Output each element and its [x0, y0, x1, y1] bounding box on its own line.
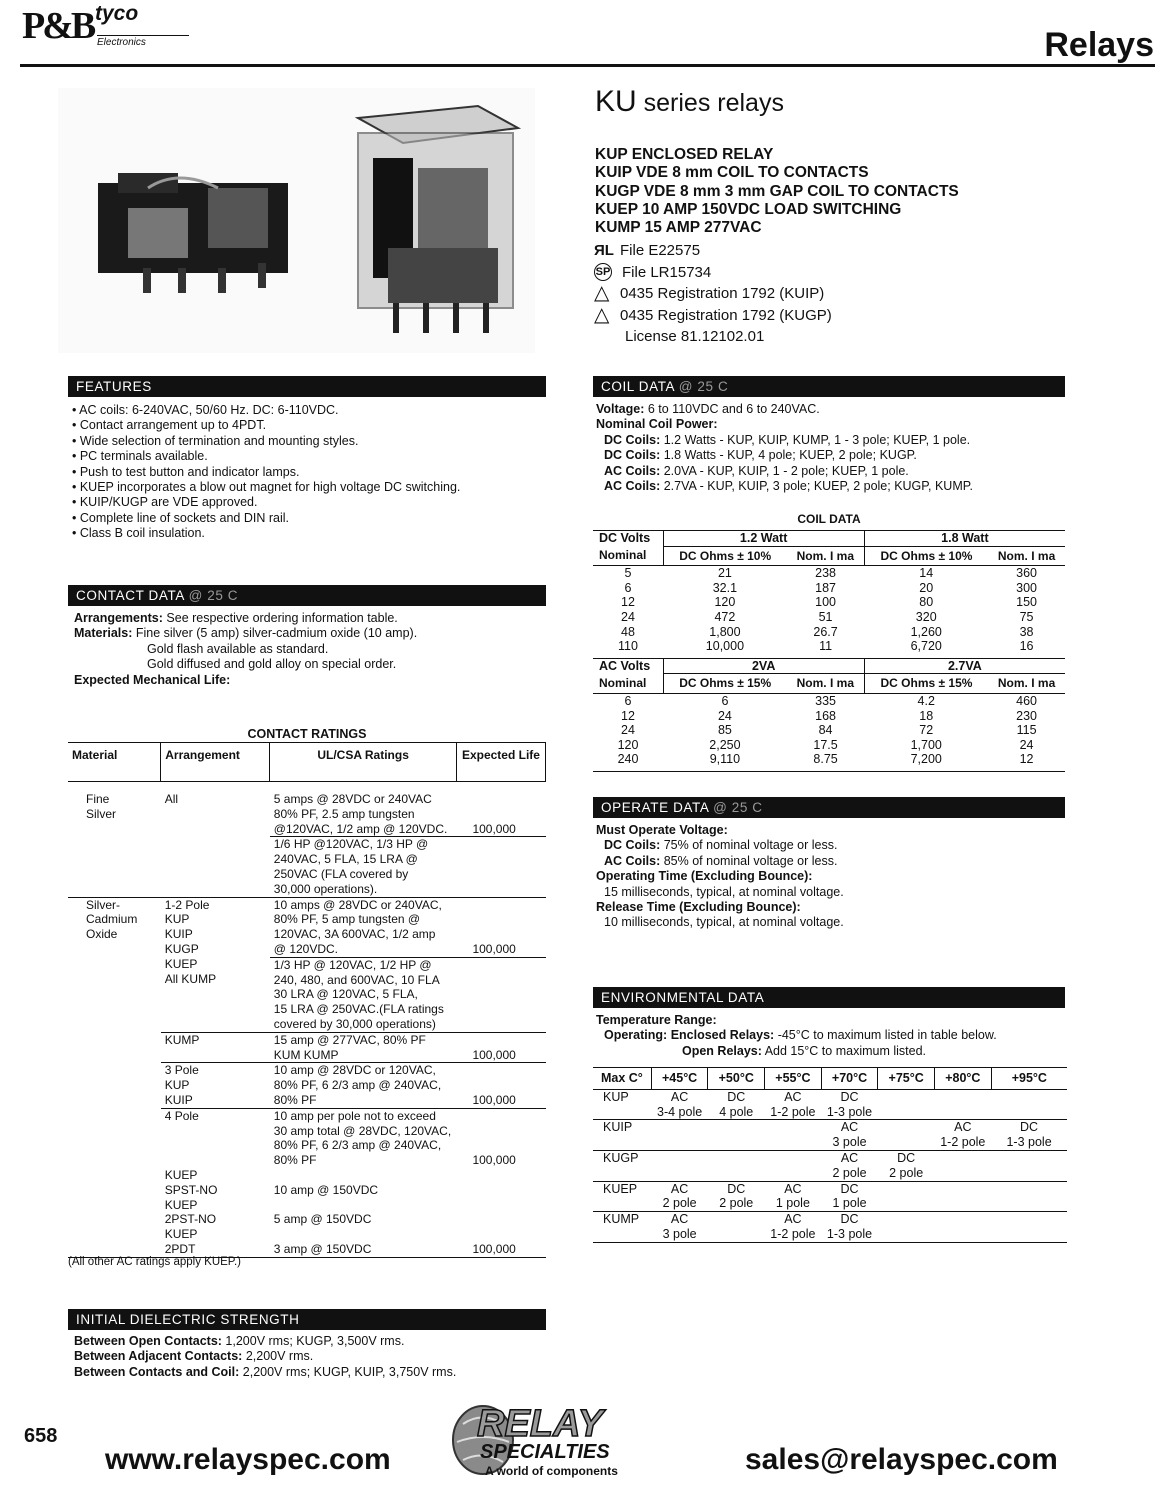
coil-cell: 11	[787, 639, 864, 658]
ct-row	[68, 1227, 546, 1257]
approval-text: 0435 Registration 1792 (KUIP)	[620, 285, 825, 302]
env-header-cell: +80°C	[934, 1068, 991, 1090]
env-cell	[878, 1212, 935, 1243]
coil-col-cell: Nom. I ma	[988, 546, 1065, 566]
coil-cell: 8.75	[787, 752, 864, 771]
coil-cell: 115	[1016, 723, 1037, 738]
coil-cell: 9,110	[663, 752, 787, 771]
operate-data-body: Must Operate Voltage: DC Coils: 75% of nominal voltage or less. AC Coils: 85% of nominal voltage or less. Operating Time (Excluding Bounce): 15 milliseconds, typical, at nominal voltage. Release Time (Excluding Bounce): 10 milliseconds, typical, at nominal voltage.	[596, 823, 844, 930]
coil-power-line: AC Coils: 2.0VA - KUP, KUIP, 1 - 2 pole; KUEP, 1 pole.	[604, 463, 909, 478]
env-model: KUP	[593, 1089, 651, 1120]
coil-cell: 100	[815, 595, 836, 610]
ct-rating: 15 amp @ 277VAC, 80% PF KUM KUMP	[270, 1032, 457, 1063]
coil-row	[593, 566, 1065, 581]
coil-cell: 21	[717, 566, 732, 581]
coil-cell: 230	[1016, 708, 1037, 723]
env-model: KUGP	[593, 1150, 651, 1181]
coil-cell: 7,200	[864, 752, 988, 771]
env-header-cell: +45°C	[651, 1068, 708, 1090]
coil-col-header	[593, 546, 1065, 566]
env-header-cell: +95°C	[991, 1068, 1067, 1090]
coil-cell: 20	[919, 580, 934, 595]
coil-group-cell: 2.7VA	[864, 658, 1065, 674]
contact-ratings-note: (All other AC ratings apply KUEP.)	[68, 1256, 242, 1268]
env-cell	[765, 1120, 822, 1151]
ct-rating: 1/3 HP @ 120VAC, 1/2 HP @ 240, 480, and 600VAC, 10 FLA 30 LRA @ 120VAC, 5 FLA, 15 LRA @ 250VAC.(FLA ratings covered by 30,000 operations)	[270, 957, 457, 1032]
env-cell	[878, 1120, 935, 1151]
env-header-row	[593, 1068, 1067, 1090]
coil-cell: 120	[714, 595, 736, 610]
coil-cell: 1,700	[910, 737, 942, 752]
env-cell: AC 3 pole	[821, 1120, 878, 1151]
coil-cell: 240	[593, 752, 663, 771]
coil-row	[593, 595, 1065, 610]
ct-life: 100,000	[456, 792, 545, 837]
ct-arrangement: All	[164, 792, 179, 806]
coil-col-cell: DC Ohms ± 10%	[864, 546, 988, 566]
coil-cell: 12	[988, 752, 1065, 771]
coil-cell: 26.7	[813, 624, 838, 639]
ct-life	[456, 1198, 545, 1228]
env-row	[593, 1181, 1067, 1212]
coil-cell: 24	[717, 708, 732, 723]
vde-triangle-icon: △	[594, 303, 610, 326]
features-list	[72, 403, 552, 542]
dielectric-line: Between Contacts and Coil: 2,200V rms; KUGP, KUIP, 3,750V rms.	[74, 1364, 457, 1379]
coil-cell: 32.1	[712, 580, 738, 595]
approval-row	[594, 326, 832, 348]
ct-header-cell: Expected Life	[456, 743, 545, 782]
ct-material	[68, 837, 161, 897]
ct-row	[68, 1063, 546, 1108]
ct-arrangement: 3 Pole KUP KUIP	[161, 1063, 270, 1108]
coil-cell: 24	[621, 723, 635, 738]
env-cell: DC 1-3 pole	[991, 1120, 1067, 1151]
ct-row	[68, 792, 546, 837]
env-cell	[878, 1089, 935, 1120]
approval-text: License 81.12102.01	[625, 328, 765, 345]
contact-data-body: Arrangements: See respective ordering information table. Materials: Fine silver (5 amp) silver-cadmium oxide (10 amp). Gold flash available as standard. Gold diffused and gold alloy on special order. Expected Mechanical Life:	[74, 611, 418, 687]
ct-life: 100,000	[472, 1153, 516, 1168]
coil-row	[593, 723, 1065, 738]
coil-cell: 14	[919, 566, 934, 581]
coil-row	[593, 581, 1065, 596]
ct-arrangement: 1-2 Pole KUP KUIP KUGP	[161, 897, 270, 957]
coil-row	[593, 752, 1065, 771]
ct-material: Silver- Cadmium Oxide	[68, 897, 161, 957]
env-cell: DC 1 pole	[821, 1181, 878, 1212]
coil-cell: 84	[818, 723, 833, 738]
env-cell: DC 4 pole	[708, 1089, 765, 1120]
feature-item: • KUIP/KUGP are VDE approved.	[72, 495, 258, 510]
environmental-heading: ENVIRONMENTAL DATA	[593, 987, 1065, 1008]
coil-cell: 1,800	[709, 624, 741, 639]
open-relay-image	[98, 173, 288, 293]
env-cell	[991, 1089, 1067, 1120]
ct-material	[68, 1063, 161, 1108]
ct-header-row	[68, 743, 546, 782]
coil-group-cell: DC Volts	[593, 531, 663, 547]
product-photo	[58, 88, 535, 353]
coil-power-line: DC Coils: 1.2 Watts - KUP, KUIP, KUMP, 1 - 3 pole; KUEP, 1 pole.	[604, 432, 971, 447]
coil-row	[593, 709, 1065, 724]
ct-arrangement: KUEP 2PST-NO	[164, 1197, 217, 1227]
env-model: KUMP	[593, 1212, 651, 1243]
model-line: KUGP VDE 8 mm 3 mm GAP COIL TO CONTACTS	[595, 182, 959, 200]
env-model: KUEP	[593, 1181, 651, 1212]
feature-item: • AC coils: 6-240VAC, 50/60 Hz. DC: 6-110VDC.	[72, 403, 339, 417]
coil-cell: 460	[1016, 693, 1037, 708]
ct-row	[68, 837, 546, 897]
ct-material: Fine Silver	[86, 792, 117, 821]
model-line: KUIP VDE 8 mm COIL TO CONTACTS	[595, 164, 869, 182]
contact-ratings-title: CONTACT RATINGS	[247, 727, 367, 741]
coil-cell: 17.5	[813, 737, 838, 752]
coil-cell: 10,000	[663, 639, 787, 658]
coil-cell: 51	[818, 609, 833, 624]
ul-icon: ЯL	[594, 242, 614, 259]
coil-cell: 6	[721, 693, 729, 708]
coil-cell: 24	[1019, 737, 1034, 752]
ct-material	[68, 1108, 161, 1168]
coil-cell: 110	[593, 639, 663, 658]
coil-cell: 335	[815, 693, 836, 708]
feature-item: • Class B coil insulation.	[72, 526, 205, 541]
electronics-label: Electronics	[97, 35, 189, 48]
ct-life: 100,000	[456, 1063, 545, 1108]
approval-row	[594, 262, 832, 284]
env-row	[593, 1089, 1067, 1120]
ct-material	[68, 1227, 161, 1257]
ct-arrangement: 4 Pole	[164, 1108, 199, 1123]
coil-cell: 472	[714, 609, 736, 624]
category-title: Relays	[1044, 26, 1154, 64]
env-cell	[765, 1150, 822, 1181]
approval-row	[594, 305, 832, 327]
env-cell: AC 3-4 pole	[651, 1089, 708, 1120]
coil-cell: 80	[919, 595, 934, 610]
env-cell	[651, 1150, 708, 1181]
env-cell	[991, 1212, 1067, 1243]
env-cell: AC 2 pole	[651, 1181, 708, 1212]
coil-row	[593, 738, 1065, 753]
enclosed-relay-image	[358, 106, 518, 333]
coil-group-header	[593, 658, 1065, 674]
coil-cell: 85	[717, 723, 732, 738]
feature-item: • Wide selection of termination and mounting styles.	[72, 433, 359, 448]
feature-item: • Complete line of sockets and DIN rail.	[72, 510, 289, 525]
env-header-cell: Max C°	[593, 1068, 651, 1090]
coil-cell: 300	[1016, 580, 1037, 595]
env-cell: DC 1-3 pole	[821, 1089, 878, 1120]
ct-rating: 3 amp @ 150VDC	[273, 1241, 372, 1256]
relay-specialties-logo	[445, 1402, 695, 1484]
logo-tagline: A world of components	[485, 1464, 618, 1478]
env-row	[593, 1120, 1067, 1151]
coil-data-heading: COIL DATA @ 25 C	[593, 376, 1065, 397]
dielectric-heading: INITIAL DIELECTRIC STRENGTH	[68, 1309, 546, 1330]
page-number: 658	[24, 1425, 58, 1447]
approvals-list	[594, 240, 832, 348]
model-line: KUP ENCLOSED RELAY	[595, 146, 774, 163]
ct-row	[68, 897, 546, 957]
dielectric-body	[74, 1334, 554, 1380]
ct-life: 100,000	[456, 1032, 545, 1063]
coil-col-cell: DC Ohms ± 15%	[663, 674, 787, 694]
coil-group-cell: AC Volts	[593, 658, 663, 674]
ct-material	[68, 957, 161, 1032]
coil-col-cell: Nom. I ma	[787, 674, 864, 694]
coil-cell: 5	[624, 566, 632, 581]
coil-cell: 16	[988, 639, 1065, 658]
env-cell	[708, 1120, 765, 1151]
coil-cell: 6	[624, 580, 632, 595]
coil-row	[593, 610, 1065, 625]
env-row	[593, 1212, 1067, 1243]
env-cell	[934, 1212, 991, 1243]
env-cell: DC 1-3 pole	[821, 1212, 878, 1243]
vde-triangle-icon: △	[594, 282, 610, 304]
pb-logo: P&B	[22, 5, 94, 47]
contact-ratings-table	[68, 742, 546, 1258]
coil-cell: 75	[1019, 609, 1034, 624]
approval-text: File LR15734	[622, 263, 712, 281]
coil-power-label: Nominal Coil Power:	[596, 417, 718, 432]
coil-cell: 6	[624, 693, 632, 708]
ct-header-cell: UL/CSA Ratings	[270, 743, 457, 782]
logo-word-specialties: SPECIALTIES	[480, 1441, 610, 1463]
approval-row	[594, 283, 832, 305]
env-cell: AC 1 pole	[765, 1181, 822, 1212]
feature-item: • Push to test button and indicator lamps.	[72, 464, 300, 479]
ct-rating: 10 amps @ 28VDC or 240VAC, 80% PF, 5 amp tungsten @ 120VAC, 3A 600VAC, 1/2 amp @ 120VDC.	[270, 897, 457, 957]
tyco-logo: tyco	[95, 2, 139, 25]
ct-row	[68, 1108, 546, 1168]
dielectric-line: Between Open Contacts: 1,200V rms; KUGP, 3,500V rms.	[74, 1334, 405, 1348]
ct-life	[456, 1168, 545, 1198]
coil-cell: 72	[919, 723, 934, 738]
coil-group-cell: 2VA	[663, 658, 864, 674]
env-header-cell: +75°C	[878, 1068, 935, 1090]
coil-cell: 38	[1019, 624, 1034, 639]
coil-data-body	[596, 402, 1066, 494]
coil-row	[593, 625, 1065, 640]
ct-life	[456, 957, 545, 1032]
ct-header-cell: Arrangement	[161, 743, 270, 782]
coil-col-cell: Nom. I ma	[787, 546, 864, 566]
env-header-cell: +55°C	[765, 1068, 822, 1090]
operate-data-heading: OPERATE DATA @ 25 C	[593, 797, 1065, 818]
coil-col-cell: Nominal	[593, 546, 663, 566]
ct-rating: 10 amp per pole not to exceed 30 amp total @ 28VDC, 120VAC, 80% PF, 6 2/3 amp @ 240VAC, 80% PF	[273, 1108, 452, 1168]
logo-word-relay: RELAY	[477, 1403, 603, 1445]
env-cell	[934, 1089, 991, 1120]
ct-material	[68, 1198, 161, 1228]
ct-row	[68, 1168, 546, 1198]
env-cell: DC 2 pole	[708, 1181, 765, 1212]
coil-cell: 168	[815, 708, 836, 723]
environmental-table	[593, 1067, 1067, 1243]
ct-arrangement: KUMP	[161, 1032, 270, 1063]
ct-material	[68, 1168, 161, 1198]
coil-cell: 12	[621, 708, 635, 723]
coil-cell: 120	[617, 737, 639, 752]
ct-arrangement	[161, 837, 270, 897]
ct-life: 100,000	[456, 897, 545, 957]
ct-rating: 10 amp @ 28VDC or 120VAC, 80% PF, 6 2/3 amp @ 240VAC, 80% PF	[270, 1063, 457, 1108]
environmental-body: Temperature Range: Operating: Enclosed Relays: -45°C to maximum listed in table below. Open Relays: Add 15°C to maximum listed.	[596, 1013, 997, 1058]
ct-material	[68, 1032, 161, 1063]
coil-cell: 187	[815, 580, 836, 595]
coil-cell: 24	[621, 609, 635, 624]
ct-arrangement: KUEP 2PDT	[164, 1227, 198, 1256]
env-cell: AC 3 pole	[651, 1212, 708, 1243]
ct-rating: 5 amps @ 28VDC or 240VAC 80% PF, 2.5 amp tungsten @120VAC, 1/2 amp @ 120VDC.	[270, 792, 457, 837]
coil-cell: 320	[915, 609, 937, 624]
env-cell	[991, 1181, 1067, 1212]
coil-col-header	[593, 674, 1065, 694]
coil-cell: 238	[815, 566, 836, 581]
env-row	[593, 1150, 1067, 1181]
model-list	[595, 146, 959, 237]
coil-cell: 18	[919, 708, 934, 723]
ct-header-cell: Material	[68, 743, 161, 782]
ct-life: 100,000	[472, 1241, 516, 1256]
coil-cell: 4.2	[917, 693, 935, 708]
coil-group-header	[593, 531, 1065, 547]
approval-text: File E22575	[620, 242, 701, 259]
coil-cell: 2,250	[709, 737, 741, 752]
coil-cell: 150	[1016, 595, 1037, 610]
env-cell	[708, 1212, 765, 1243]
approval-text: 0435 Registration 1792 (KUGP)	[620, 306, 832, 324]
feature-item: • Contact arrangement up to 4PDT.	[72, 418, 267, 433]
env-cell: DC 2 pole	[878, 1150, 935, 1181]
ct-arrangement: KUEP SPST-NO	[164, 1167, 218, 1197]
email-link[interactable]: sales@relayspec.com	[745, 1443, 1058, 1476]
env-header-cell: +50°C	[708, 1068, 765, 1090]
ct-row	[68, 1032, 546, 1063]
env-header-cell: +70°C	[821, 1068, 878, 1090]
website-link[interactable]: www.relayspec.com	[105, 1443, 391, 1476]
header-rule	[20, 64, 1155, 67]
ct-row	[68, 1198, 546, 1228]
coil-data-table	[593, 530, 1065, 772]
model-line: KUEP 10 AMP 150VDC LOAD SWITCHING	[595, 200, 902, 218]
env-cell: AC 1-2 pole	[765, 1212, 822, 1243]
ct-arrangement: KUEP All KUMP	[161, 957, 270, 1032]
series-title: KU series relays	[595, 85, 784, 118]
model-line: KUMP 15 AMP 277VAC	[595, 219, 762, 237]
env-cell	[708, 1150, 765, 1181]
feature-item: • PC terminals available.	[72, 449, 208, 464]
coil-table-title: COIL DATA	[797, 512, 861, 526]
ct-life	[456, 837, 545, 897]
ct-rating: 10 amp @ 150VDC	[273, 1182, 379, 1197]
env-cell	[934, 1150, 991, 1181]
dielectric-line: Between Adjacent Contacts: 2,200V rms.	[74, 1349, 314, 1364]
env-cell	[651, 1120, 708, 1151]
coil-power-line: DC Coils: 1.8 Watts - KUP, 4 pole; KUEP, 2 pole; KUGP.	[604, 448, 917, 463]
env-cell	[991, 1150, 1067, 1181]
coil-cell: 48	[621, 624, 635, 639]
coil-cell: 1,260	[910, 624, 942, 639]
coil-cell: 6,720	[864, 639, 988, 658]
coil-cell: 12	[621, 595, 635, 610]
env-model: KUIP	[593, 1120, 651, 1151]
coil-group-cell: 1.8 Watt	[864, 531, 1065, 547]
ct-rating: 5 amp @ 150VDC	[273, 1212, 372, 1227]
ct-rating: 1/6 HP @120VAC, 1/3 HP @ 240VAC, 5 FLA, 15 LRA @ 250VAC (FLA covered by 30,000 operations).	[270, 837, 457, 897]
ct-row	[68, 957, 546, 1032]
feature-item: • KUEP incorporates a blow out magnet for high voltage DC switching.	[72, 480, 461, 495]
env-cell: AC 2 pole	[821, 1150, 878, 1181]
coil-row	[593, 693, 1065, 708]
coil-cell: 360	[1016, 566, 1037, 581]
coil-col-cell: Nominal	[593, 674, 663, 694]
coil-power-line: AC Coils: 2.7VA - KUP, KUIP, 3 pole; KUEP, 2 pole; KUGP, KUMP.	[604, 479, 973, 494]
coil-col-cell: DC Ohms ± 10%	[663, 546, 787, 566]
coil-col-cell: DC Ohms ± 15%	[864, 674, 988, 694]
csa-icon: SP	[594, 263, 612, 281]
coil-col-cell: Nom. I ma	[988, 674, 1065, 694]
coil-group-cell: 1.2 Watt	[663, 531, 864, 547]
contact-data-heading: CONTACT DATA @ 25 C	[68, 585, 546, 606]
coil-voltage: Voltage: 6 to 110VDC and 6 to 240VAC.	[596, 402, 820, 416]
env-cell	[934, 1181, 991, 1212]
approval-row	[594, 240, 832, 262]
features-heading: FEATURES	[68, 376, 546, 397]
env-cell: AC 1-2 pole	[934, 1120, 991, 1151]
env-cell	[878, 1181, 935, 1212]
env-cell: AC 1-2 pole	[765, 1089, 822, 1120]
coil-row	[593, 639, 1065, 658]
